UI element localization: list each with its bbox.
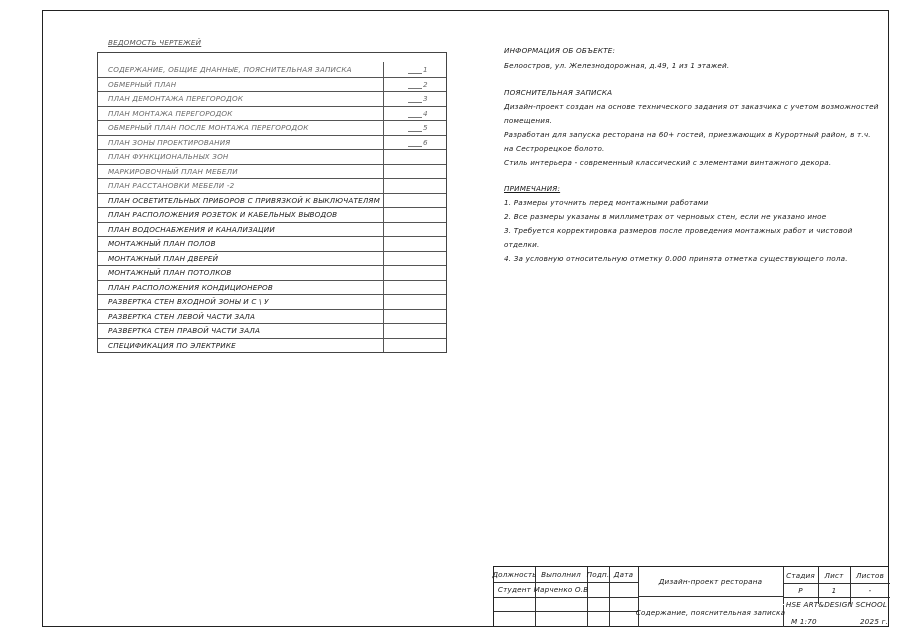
drawing-list-sheet-number: 6	[423, 137, 428, 147]
leader-line	[408, 123, 422, 132]
drawing-list-rows	[98, 62, 446, 352]
tb-col-date: Дата	[613, 570, 634, 579]
drawing-list-name: СОДЕРЖАНИЕ, ОБЩИЕ ДНАННЫЕ, ПОЯСНИТЕЛЬНАЯ ЗАПИСКА	[98, 62, 384, 77]
tb-sheet-title: Содержание, пояснительная записка	[635, 607, 786, 617]
drawing-list-sheet-cell	[384, 223, 446, 237]
drawing-list-sheet-cell	[384, 252, 446, 266]
drawing-list-sheet-cell	[384, 165, 446, 179]
drawing-list-row	[98, 265, 446, 280]
drawing-list-sheet-cell	[384, 121, 446, 135]
drawing-list-name: ОБМЕРНЫЙ ПЛАН ПОСЛЕ МОНТАЖА ПЕРЕГОРОДОК	[98, 121, 384, 135]
drawing-list-name: МОНТАЖНЫЙ ПЛАН ДВЕРЕЙ	[98, 252, 384, 266]
drawing-list-row	[98, 178, 446, 193]
leader-line	[408, 65, 422, 74]
drawing-list-sheet-number: 3	[423, 94, 428, 104]
drawing-list-sheet-cell	[384, 194, 446, 208]
drawing-list-sheet-number: 1	[423, 64, 428, 74]
drawing-list-sheet-cell	[384, 208, 446, 222]
drawing-list-name: ОБМЕРНЫЙ ПЛАН	[98, 78, 384, 92]
drawing-list-row	[98, 222, 446, 237]
tb-scale: М 1:70	[791, 617, 817, 626]
drawing-list-sheet-cell	[384, 339, 446, 353]
drawing-list-name: ПЛАН ОСВЕТИТЕЛЬНЫХ ПРИБОРОВ С ПРИВЯЗКОЙ К ВЫКЛЮЧАТЕЛЯМ	[98, 194, 384, 208]
note-line: на Сестрорецкое болото.	[504, 144, 605, 153]
note-line: помещения.	[504, 116, 553, 125]
drawing-list-sheet-number: 2	[423, 79, 428, 89]
drawing-list-row	[98, 251, 446, 266]
drawing-list-name: ПЛАН ВОДОСНАБЖЕНИЯ И КАНАЛИЗАЦИИ	[98, 223, 384, 237]
drawing-list-name: РАЗВЕРТКА СТЕН ЛЕВОЙ ЧАСТИ ЗАЛА	[98, 310, 384, 324]
tb-person: Марченко О.В	[533, 585, 589, 594]
drawing-list-row	[98, 294, 446, 309]
drawing-list-row	[98, 280, 446, 295]
drawing-list-name: ПЛАН РАСПОЛОЖЕНИЯ КОНДИЦИОНЕРОВ	[98, 281, 384, 295]
drawing-list-name: ПЛАН МОНТАЖА ПЕРЕГОРОДОК	[98, 107, 384, 121]
drawing-list-sheet-number: 5	[423, 123, 428, 133]
drawing-list-header-space	[98, 53, 446, 62]
drawing-list-name: ПЛАН ДЕМОНТАЖА ПЕРЕГОРОДОК	[98, 92, 384, 106]
drawing-list-row	[98, 338, 446, 353]
drawing-list-row	[98, 323, 446, 338]
tb-stage: Р	[798, 585, 803, 595]
tb-stage-label: Стадия	[786, 570, 815, 580]
leader-line	[408, 80, 422, 89]
drawing-list-row	[98, 106, 446, 121]
drawing-list-name: МАРКИРОВОЧНЫЙ ПЛАН МЕБЕЛИ	[98, 165, 384, 179]
drawing-list-name: РАЗВЕРТКА СТЕН ВХОДНОЙ ЗОНЫ И С \ У	[98, 295, 384, 309]
drawing-list-sheet-cell	[384, 295, 446, 309]
drawing-list-name: ПЛАН ЗОНЫ ПРОЕКТИРОВАНИЯ	[98, 136, 384, 150]
leader-line	[408, 109, 422, 118]
drawing-list-name: ПЛАН РАСПОЛОЖЕНИЯ РОЗЕТОК И КАБЕЛЬНЫХ ВЫВОДОВ	[98, 208, 384, 222]
drawing-list-sheet-cell	[384, 150, 446, 164]
info-address: Белоостров, ул. Железнодорожная, д.49, 1 из 1 этажей.	[504, 61, 730, 70]
drawing-list-row	[98, 91, 446, 106]
remark-line: 4. За условную относительную отметку 0.000 принята отметка существующего пола.	[504, 254, 848, 263]
remark-line: 1. Размеры уточнить перед монтажными работами	[504, 198, 709, 207]
drawing-list-row	[98, 236, 446, 251]
leader-line	[408, 94, 422, 103]
tb-line	[494, 611, 638, 612]
drawing-list-name: СПЕЦИФИКАЦИЯ ПО ЭЛЕКТРИКЕ	[98, 339, 384, 353]
tb-sheets: -	[868, 585, 872, 595]
drawing-list-name: ПЛАН ФУНКЦИОНАЛЬНЫХ ЗОН	[98, 150, 384, 164]
drawing-list-name: ПЛАН РАССТАНОВКИ МЕБЕЛИ -2	[98, 179, 384, 193]
drawing-list-sheet-cell	[384, 310, 446, 324]
tb-col-performed: Выполнил	[541, 570, 581, 579]
leader-line	[408, 138, 422, 147]
tb-school: HSE ART&DESIGN SCHOOL	[785, 599, 888, 609]
title-block	[493, 566, 889, 627]
tb-year: 2025 г.	[860, 617, 889, 626]
remarks-heading: ПРИМЕЧАНИЯ:	[504, 184, 561, 193]
drawing-list-row	[98, 135, 446, 150]
tb-sheet-label: Лист	[824, 570, 844, 580]
tb-sheet: 1	[831, 585, 837, 595]
drawing-list-sheet-cell	[384, 92, 446, 106]
drawing-list-table	[97, 52, 447, 353]
tb-sheets-label: Листов	[855, 570, 885, 580]
drawing-list-row	[98, 164, 446, 179]
drawing-list-sheet-cell	[384, 136, 446, 150]
drawing-list-sheet-number: 4	[423, 108, 428, 118]
drawing-list-sheet-cell	[384, 62, 446, 77]
drawing-list-name: МОНТАЖНЫЙ ПЛАН ПОТОЛКОВ	[98, 266, 384, 280]
drawing-list-sheet-cell	[384, 107, 446, 121]
note-line: Разработан для запуска ресторана на 60+ гостей, приезжающих в Курортный район, в т.ч.	[504, 130, 871, 139]
tb-col-sign: Подп.	[586, 570, 610, 579]
drawing-list-name: РАЗВЕРТКА СТЕН ПРАВОЙ ЧАСТИ ЗАЛА	[98, 324, 384, 338]
drawing-list-sheet-cell	[384, 266, 446, 280]
drawing-list-row	[98, 309, 446, 324]
drawing-list-sheet-cell	[384, 78, 446, 92]
tb-line	[535, 600, 536, 627]
remark-line: 3. Требуется корректировка размеров после проведения монтажных работ и чистовой	[504, 226, 853, 235]
drawing-list-sheet-cell	[384, 324, 446, 338]
drawing-list-sheet-cell	[384, 281, 446, 295]
drawing-list-row	[98, 207, 446, 222]
drawing-list-row	[98, 149, 446, 164]
drawing-list-row	[98, 62, 446, 77]
drawing-list-sheet-cell	[384, 179, 446, 193]
note-line: Дизайн-проект создан на основе технического задания от заказчика с учетом возможностей	[504, 102, 879, 111]
tb-project: Дизайн-проект ресторана	[658, 577, 763, 586]
info-heading: ИНФОРМАЦИЯ ОБ ОБЪЕКТЕ:	[504, 46, 616, 55]
drawing-list-sheet-cell	[384, 237, 446, 251]
drawing-list-row	[98, 77, 446, 92]
drawing-list-title: ВЕДОМОСТЬ ЧЕРТЕЖЕЙ	[108, 38, 202, 47]
remark-line: 2. Все размеры указаны в миллиметрах от черновых стен, если не указано иное	[504, 212, 827, 221]
tb-role: Студент	[497, 585, 532, 594]
note-heading: ПОЯСНИТЕЛЬНАЯ ЗАПИСКА	[504, 88, 613, 97]
remark-line: отделки.	[504, 240, 540, 249]
note-line: Стиль интерьера - современный классический с элементами винтажного декора.	[504, 158, 832, 167]
tb-line	[494, 597, 638, 598]
drawing-list-name: МОНТАЖНЫЙ ПЛАН ПОЛОВ	[98, 237, 384, 251]
drawing-list-row	[98, 193, 446, 208]
tb-col-position: Должность	[492, 570, 537, 579]
drawing-list-row	[98, 120, 446, 135]
